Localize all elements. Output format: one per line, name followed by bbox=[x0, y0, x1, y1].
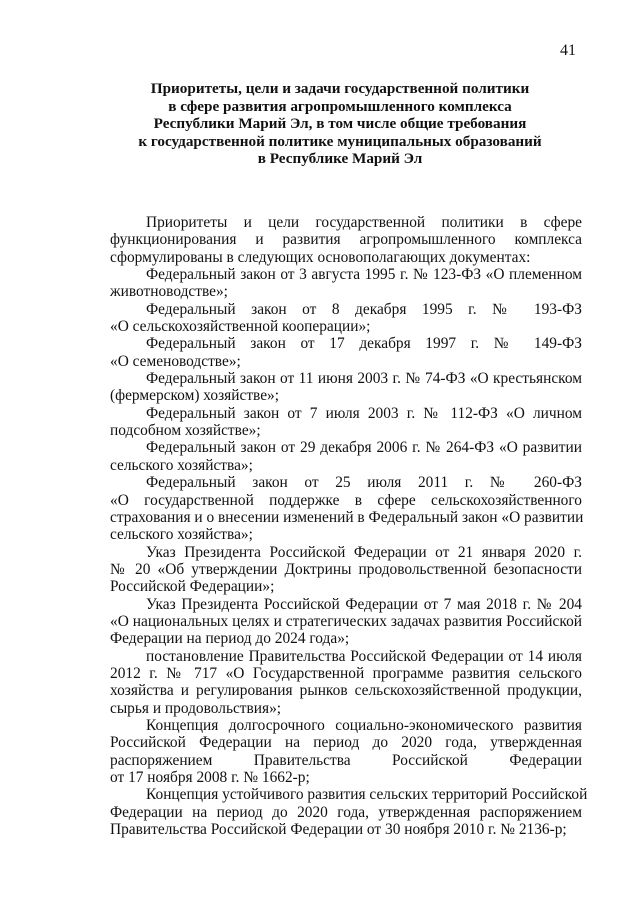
paragraph-line: Федеральный закон от 7 июля 2003 г. № 112-ФЗ «О личном bbox=[146, 404, 582, 422]
paragraph bbox=[110, 439, 582, 474]
paragraph-line: сельского хозяйства»; bbox=[110, 456, 253, 474]
paragraph-line: (фермерском) хозяйстве»; bbox=[110, 387, 280, 405]
paragraph-line: подсобном хозяйстве»; bbox=[110, 422, 261, 440]
paragraph-line: Федеральный закон от 17 декабря 1997 г. № 149-ФЗ bbox=[146, 335, 582, 353]
document-title bbox=[100, 80, 580, 168]
paragraph bbox=[110, 405, 582, 440]
paragraph-line: Федеральный закон от 3 августа 1995 г. № 123-ФЗ «О племенном bbox=[146, 266, 582, 284]
paragraph-line: функционирования и развития агропромышленного комплекса bbox=[110, 231, 582, 249]
paragraph-line: Указ Президента Российской Федерации от 7 мая 2018 г. № 204 bbox=[146, 595, 582, 613]
paragraph-line: сырья и продовольствия»; bbox=[110, 699, 282, 717]
paragraph bbox=[110, 474, 582, 543]
paragraph-line: № 20 «Об утверждении Доктрины продовольственной безопасности bbox=[110, 560, 582, 578]
paragraph-line: Федерации на период до 2020 года, утвержденная распоряжением bbox=[110, 803, 582, 821]
paragraph bbox=[110, 266, 582, 301]
paragraph-line: Федеральный закон от 8 декабря 1995 г. № 193-ФЗ bbox=[146, 300, 582, 318]
paragraph-line: постановление Правительства Российской Федерации от 14 июля bbox=[146, 647, 582, 665]
paragraph bbox=[110, 214, 582, 266]
paragraph bbox=[110, 648, 582, 717]
paragraph bbox=[110, 335, 582, 370]
title-line: Приоритеты, цели и задачи государственной политики bbox=[150, 80, 530, 97]
paragraph-line: «О семеноводстве»; bbox=[110, 352, 241, 370]
paragraph-line: сформулированы в следующих основополагающих документах: bbox=[110, 248, 531, 266]
paragraph-line: «О сельскохозяйственной кооперации»; bbox=[110, 318, 371, 336]
paragraph bbox=[110, 596, 582, 648]
paragraph-line: хозяйства и регулирования рынков сельскохозяйственной продукции, bbox=[110, 682, 582, 700]
paragraph-line: «О национальных целях и стратегических задачах развития Российской bbox=[110, 612, 582, 630]
paragraph-line: распоряжением Правительства Российской Федерации bbox=[110, 751, 582, 769]
paragraph-line: животноводстве»; bbox=[110, 283, 228, 301]
paragraph-line: Российской Федерации»; bbox=[110, 578, 275, 596]
paragraph-line: Федеральный закон от 25 июля 2011 г. № 260-ФЗ bbox=[146, 474, 582, 492]
page-number: 41 bbox=[560, 42, 576, 59]
paragraph-line: Указ Президента Российской Федерации от 21 января 2020 г. bbox=[146, 543, 582, 561]
paragraph-line: сельского хозяйства»; bbox=[110, 526, 253, 544]
paragraph-line: Приоритеты и цели государственной политики в сфере bbox=[146, 214, 582, 231]
title-line: к государственной политике муниципальных образований bbox=[138, 132, 542, 150]
paragraph-line: Федерации на период до 2024 года»; bbox=[110, 630, 350, 648]
paragraph-line: от 17 ноября 2008 г. № 1662-р; bbox=[110, 769, 310, 786]
title-line: Республики Марий Эл, в том числе общие требования bbox=[153, 115, 527, 132]
paragraph-line: Концепция долгосрочного социально-экономического развития bbox=[146, 716, 582, 734]
paragraph-line: Концепция устойчивого развития сельских территорий Российской bbox=[146, 786, 588, 804]
paragraph-line: Правительства Российской Федерации от 30 ноября 2010 г. № 2136-р; bbox=[110, 821, 567, 839]
paragraph bbox=[110, 544, 582, 596]
paragraph-line: Федеральный закон от 29 декабря 2006 г. № 264-ФЗ «О развитии bbox=[146, 439, 582, 457]
title-line: в сфере развития агропромышленного комплекса bbox=[168, 97, 512, 115]
paragraph-line: «О государственной поддержке в сфере сельскохозяйственного bbox=[110, 491, 582, 509]
paragraph-line: Российской Федерации на период до 2020 года, утвержденная bbox=[110, 734, 582, 752]
document-body bbox=[110, 214, 588, 839]
title-line: в Республике Марий Эл bbox=[257, 150, 423, 167]
paragraph-line: 2012 г. № 717 «О Государственной программе развития сельского bbox=[110, 664, 582, 682]
paragraph bbox=[110, 717, 582, 786]
paragraph-line: Федеральный закон от 11 июня 2003 г. № 74-ФЗ «О крестьянском bbox=[146, 370, 582, 388]
paragraph bbox=[110, 301, 582, 336]
paragraph-line: страхования и о внесении изменений в Федеральный закон «О развитии bbox=[110, 508, 584, 526]
paragraph bbox=[110, 370, 582, 405]
paragraph bbox=[110, 786, 588, 839]
